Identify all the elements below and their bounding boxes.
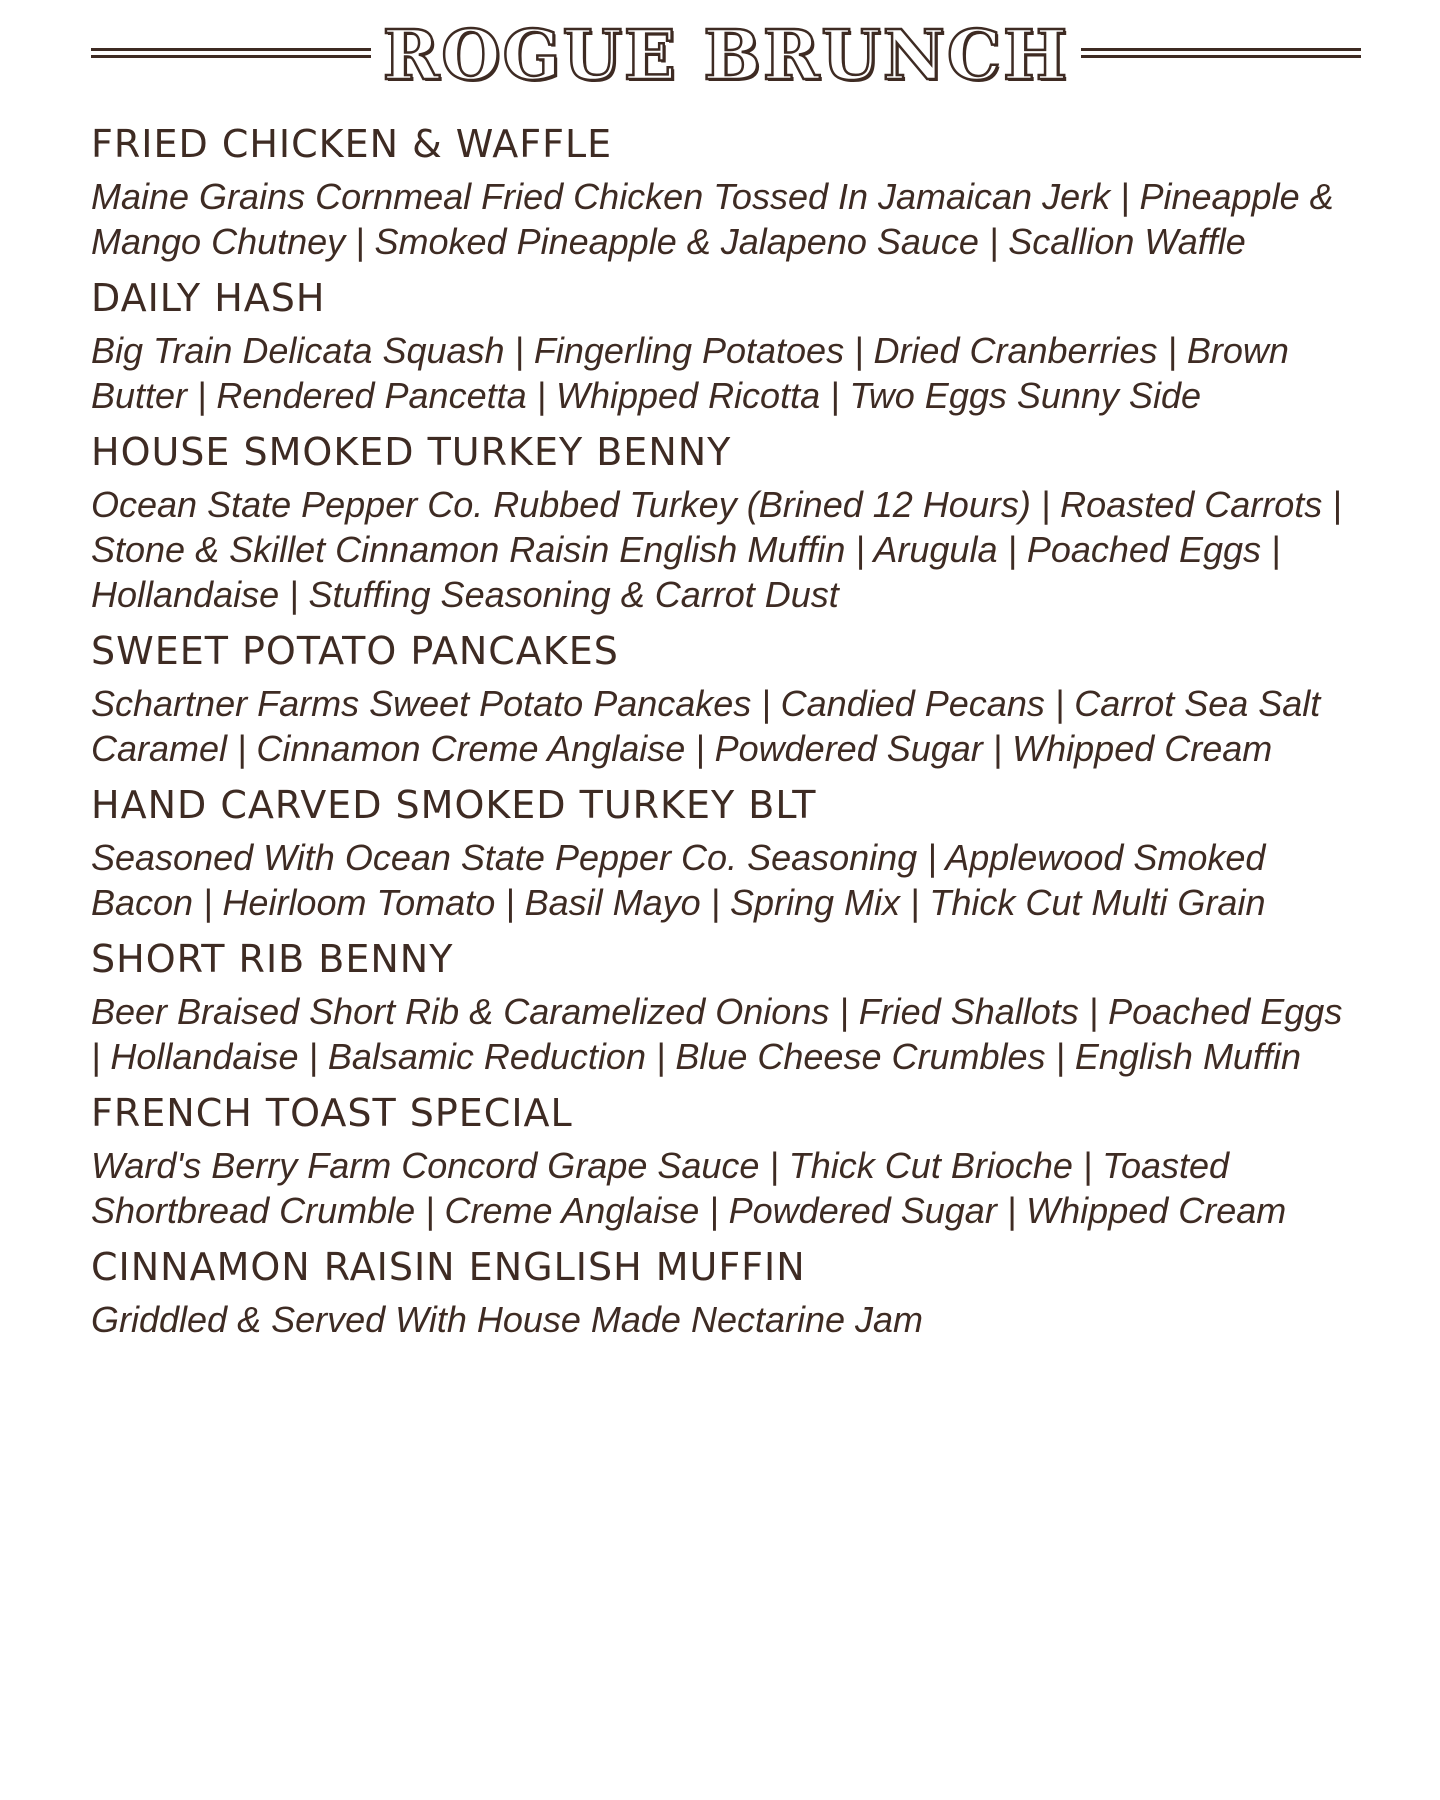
menu-item-description: Seasoned With Ocean State Pepper Co. Seasoning | Applewood Smoked Bacon | Heirloom Tomato | Basil Mayo | Spring Mix | Thick Cut Multi Grain: [91, 837, 1266, 923]
menu-item-description: Griddled & Served With House Made Nectarine Jam: [91, 1299, 924, 1340]
menu-item-name: FRENCH TOAST SPECIAL: [91, 1091, 573, 1135]
menu-item-name: DAILY HASH: [91, 276, 326, 320]
menu-item-name: SWEET POTATO PANCAKES: [91, 629, 619, 673]
header-rule-right: [1081, 48, 1361, 58]
menu-item-description: Ocean State Pepper Co. Rubbed Turkey (Brined 12 Hours) | Roasted Carrots | Stone & Skillet Cinnamon Raisin English Muffin | Arugula | Poached Eggs | Hollandaise | Stuffing Seasoning & Carrot Dust: [91, 484, 1342, 615]
menu-item-name: FRIED CHICKEN & WAFFLE: [91, 122, 613, 166]
menu-item-name: HOUSE SMOKED TURKEY BENNY: [91, 430, 732, 474]
header-rule-left: [91, 48, 371, 58]
menu-title: ROGUE BRUNCH: [382, 16, 1070, 96]
menu-item: [91, 426, 1351, 617]
menu-item: [91, 118, 1351, 264]
menu-list: [91, 118, 1351, 1350]
menu-item-description: Maine Grains Cornmeal Fried Chicken Tossed In Jamaican Jerk | Pineapple & Mango Chutney | Smoked Pineapple & Jalapeno Sauce | Scallion Waffle: [91, 176, 1334, 262]
menu-header: [91, 8, 1361, 104]
menu-item: [91, 625, 1351, 771]
menu-item-name: CINNAMON RAISIN ENGLISH MUFFIN: [91, 1245, 806, 1289]
menu-item: [91, 779, 1351, 925]
menu-item-description: Schartner Farms Sweet Potato Pancakes | Candied Pecans | Carrot Sea Salt Caramel | Cinnamon Creme Anglaise | Powdered Sugar | Whipped Cream: [91, 683, 1321, 769]
menu-item: [91, 272, 1351, 418]
menu-item: [91, 1241, 1351, 1342]
menu-item-description: Beer Braised Short Rib & Caramelized Onions | Fried Shallots | Poached Eggs | Hollandaise | Balsamic Reduction | Blue Cheese Crumbles | English Muffin: [91, 991, 1343, 1077]
menu-item: [91, 1087, 1351, 1233]
menu-item: [91, 933, 1351, 1079]
menu-item-name: SHORT RIB BENNY: [91, 937, 454, 981]
menu-item-description: Ward's Berry Farm Concord Grape Sauce | Thick Cut Brioche | Toasted Shortbread Crumble | Creme Anglaise | Powdered Sugar | Whipped Cream: [91, 1145, 1287, 1231]
menu-item-description: Big Train Delicata Squash | Fingerling Potatoes | Dried Cranberries | Brown Butter | Rendered Pancetta | Whipped Ricotta | Two Eggs Sunny Side: [91, 330, 1289, 416]
menu-item-name: HAND CARVED SMOKED TURKEY BLT: [91, 783, 817, 827]
